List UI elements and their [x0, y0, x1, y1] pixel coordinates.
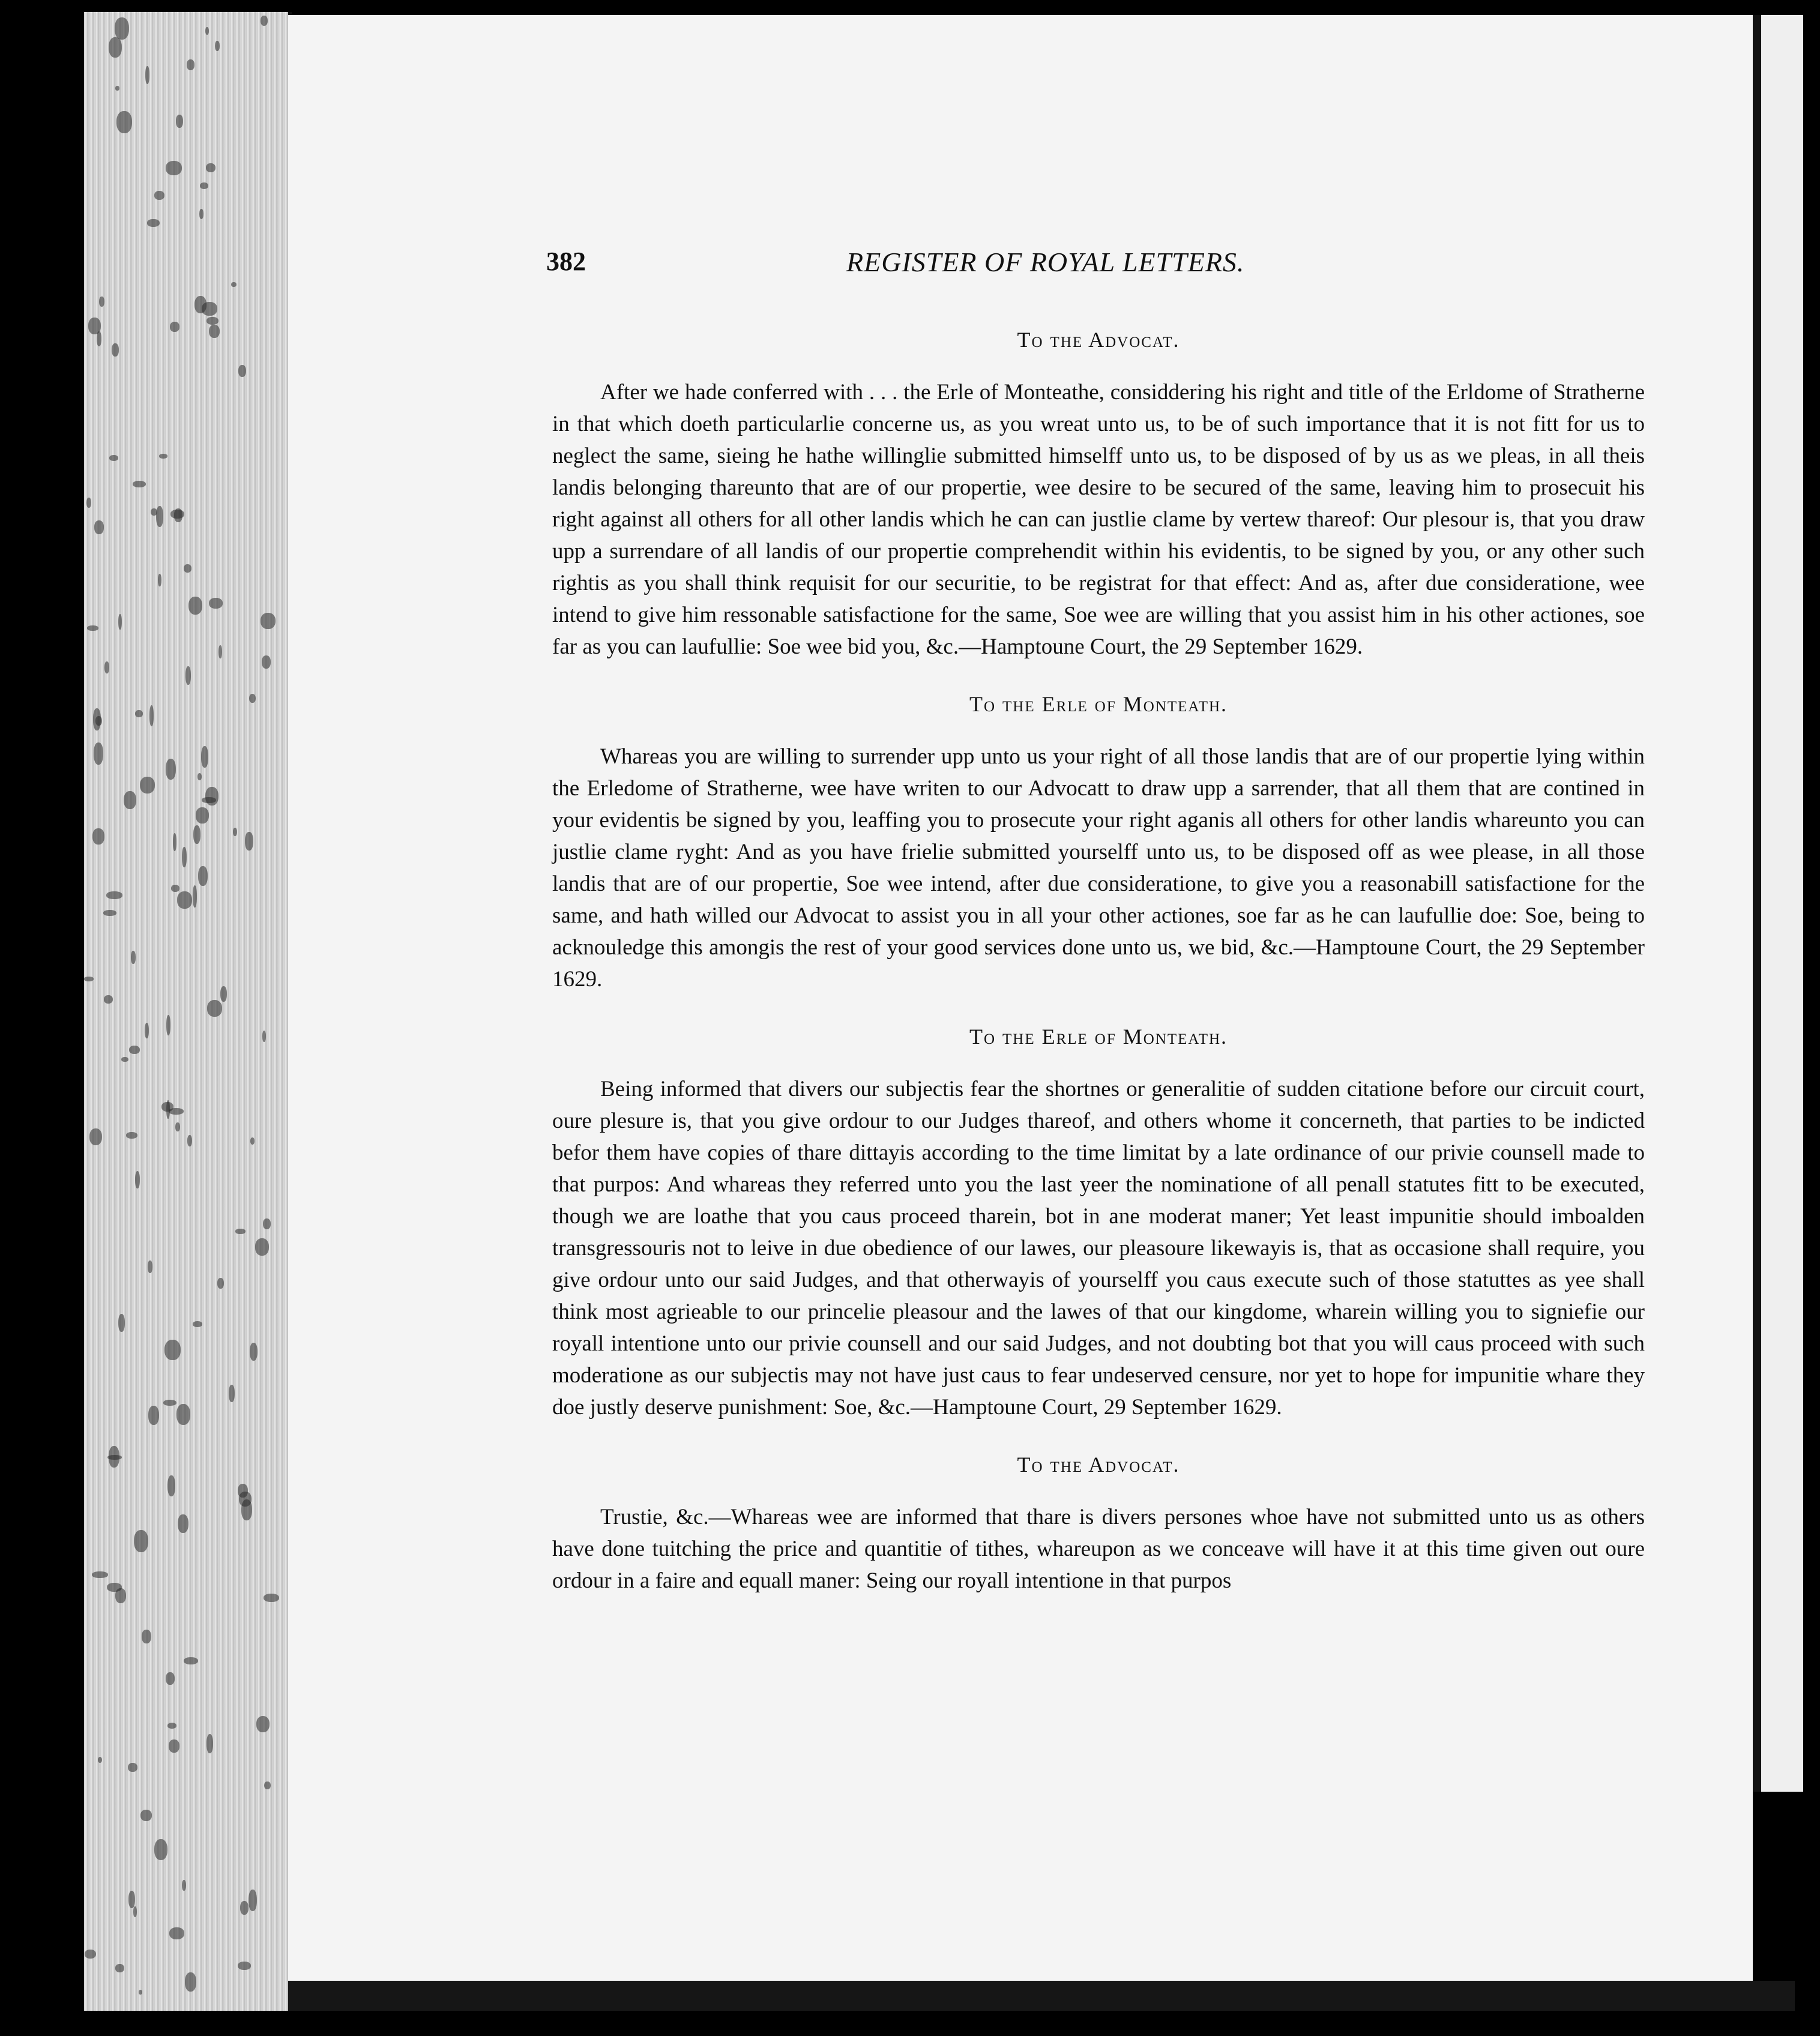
page-edge-speck [106, 891, 122, 899]
page-edge-speck [231, 282, 237, 287]
page-edge-speck [170, 510, 184, 519]
page-edge-speck [166, 1015, 170, 1035]
page-edge-speck [148, 1406, 159, 1425]
page-edge-speck [206, 1734, 213, 1753]
page-edge-speck [263, 1218, 271, 1229]
page-edge-speck [184, 1657, 198, 1664]
letter-body: Trustie, &c.—Whareas wee are informed that thare is divers persones whoe have not submitted unto us as others have done tuitching the price and quantitie of tithes, whareupon as we conceave will have it at this time given out oure ordour in a faire and equall maner: Seing our royall intentione in that purpos [552, 1505, 1645, 1593]
page-edge-speck [133, 1906, 137, 1917]
page-edge-speck [124, 791, 136, 809]
page-edge-speck [109, 1446, 119, 1468]
letter-body: After we hade conferred with . . . the Erle of Monteathe, considdering his right and title of the Erldome of Stratherne in that which doeth particularlie concerne us, as you wreat unto us, to be of such importance that it is not fitt for us to neglect the same, sieing he hathe willinglie submitted himselff unto us, to be disposed of by us as we pleas, in all theis landis belonging thareunto that are of our propertie, wee desire to be secured of the same, leaving him to prosecuit his right against all others for all other landis which he can can justlie clame by vertew thareof: Our plesour is, that you draw upp a surrendare of all landis of our propertie comprehendit within his evidentis, to be signed by you, or any other such rightis as you shall think requisit for our securitie, to be registrat for that effect: And as, after due consideratione, wee intend to give him ressonable satisfactione for the same, Soe wee are willing that you assist him in his other actiones, soe far as you can laufullie: Soe wee bid you, &c.—Hamptoune Court, the 29 September 1629. [552, 380, 1645, 659]
page-edge-speck [133, 481, 146, 487]
page-edge-speck [156, 506, 163, 527]
running-title: REGISTER OF ROYAL LETTERS. [846, 247, 1245, 277]
page-edge-speck [209, 325, 220, 338]
running-head [288, 246, 1753, 288]
letter-body: Being informed that divers our subjectis fear the shortnes or generalitie of sudden citatione before our circuit court, oure plesure is, that you give ordour to our Judges thareof, and others whome it concerneth, that parties to be indicted befor them have copies of thare dittayis according to the time limitat by a late ordinance of our privie counsell made to that purpos: And whareas they referred unto you the last yeer the nominatione of all penall statutes fitt to be executed, though we are loathe that you caus proceed tharein, bot in ane moderat maner; Yet least impunitie should imboalden transgressouris not to leive in due obedience of our lawes, our pleasoure likewayis is, that as occasione shall require, you give ordour unto our said Judges, and that otherwayis of yourselff you caus execute such of those statuttes as yee shall think most agrieable to our princelie pleasour and the lawes of that our kingdome, wharein willing you to signiefie our royall intentione unto our privie counsell and our said Judges, and not doubting bot that you will caus proceed with such moderatione as our subjectis may not have just caus to fear undeserved censure, nor yet to hope for impunitie whare they doe justly deserve punishment: Soe, &c.—Hamptoune Court, 29 September 1629. [552, 1077, 1645, 1420]
page-edge-speck [201, 746, 208, 768]
letter-section [552, 1024, 1645, 1423]
page-edge-speck [205, 27, 209, 35]
page-edge-speck [135, 710, 143, 717]
page-edge-speck [245, 832, 253, 851]
page-edge-speck [206, 163, 215, 172]
page-edge-speck [188, 597, 202, 615]
page-edge-speck [250, 1137, 255, 1145]
page-edge-speck [198, 866, 208, 886]
page-edge-speck [115, 1588, 126, 1603]
page-edge-speck [166, 759, 176, 780]
page-edge-speck [151, 508, 157, 516]
page-edge-speck [126, 1132, 137, 1139]
page-edge-speck [129, 1046, 140, 1054]
page-edge-speck [163, 1400, 176, 1406]
page-edge-speck [104, 661, 109, 673]
page-edge-speck [154, 1839, 167, 1860]
page-edge-speck [169, 1739, 179, 1753]
page-edge-speck [193, 885, 197, 908]
page-edge-speck [175, 1122, 180, 1131]
text-block [552, 327, 1645, 1625]
letter-section [552, 1452, 1645, 1597]
page-edge-speck [149, 705, 154, 726]
page-edge-speck [173, 833, 176, 851]
page-edge-speck [193, 825, 200, 844]
page-edge-speck [164, 1340, 181, 1360]
letter-section [552, 327, 1645, 663]
page-edge-speck [166, 161, 182, 175]
page-edge-speck [217, 1278, 224, 1289]
page-edge-speck [229, 1385, 235, 1402]
page-edge-speck [262, 655, 271, 669]
letter-heading: To the Erle of Monteath. [969, 1025, 1228, 1049]
page-edge-speck [240, 1901, 249, 1915]
page-edge-speck [112, 343, 119, 357]
page-edge-speck [197, 773, 202, 780]
page-edge-speck [182, 847, 187, 867]
page-edge-speck [176, 115, 183, 128]
page-edge-speck [200, 182, 208, 189]
page-edge-speck [145, 66, 149, 84]
page-edge-speck [159, 454, 167, 459]
page-edge-speck [184, 564, 191, 573]
page-edge-speck [135, 1171, 140, 1188]
letter-heading: To the Advocat. [1017, 328, 1180, 352]
page-edge-speck [167, 1475, 175, 1496]
page-edge-speck [256, 1716, 270, 1732]
page-edge-speck [158, 574, 161, 586]
page-edge-speck [118, 1314, 125, 1332]
page-edge-speck [209, 598, 223, 609]
page-edge-speck [99, 297, 104, 307]
page-edge-speck [202, 302, 217, 316]
page-edge-speck [169, 1108, 184, 1115]
page-edge-speck [85, 1950, 96, 1959]
page-edge-speck [170, 322, 179, 332]
page-edge-speck [193, 1321, 202, 1327]
page-edge-speck [166, 1100, 170, 1119]
page-edge-speck [166, 1672, 175, 1685]
page-edge-speck [218, 645, 222, 658]
page-edge-speck [128, 1891, 135, 1908]
page-edge-speck [94, 520, 104, 534]
page-edge-speck [220, 986, 227, 1002]
page-edge-speck [154, 191, 164, 200]
page-edge-speck [104, 995, 113, 1004]
page-edge-speck [261, 16, 268, 26]
page-edge-speck [261, 613, 276, 629]
page-edge-speck [177, 891, 192, 909]
page-edge-speck [140, 1810, 152, 1821]
page-edge-speck [116, 111, 132, 133]
page-edge-speck [187, 1135, 192, 1146]
letter-heading: To the Advocat. [1017, 1453, 1180, 1477]
page-edge-speck [142, 1630, 151, 1643]
page-edge-speck [202, 797, 216, 803]
page-edge-speck [94, 742, 103, 765]
page-edge-speck [215, 41, 220, 51]
page-edge-speck [187, 59, 194, 70]
page-edge-speck [97, 331, 101, 346]
page-edge-speck [118, 614, 122, 630]
scan-border [288, 1981, 1795, 2011]
page-edge-speck [140, 777, 155, 794]
page-edge-speck [131, 951, 136, 964]
page-edge-speck [109, 455, 118, 461]
page-edge-speck [148, 1260, 152, 1273]
page-edge-speck [207, 1000, 222, 1017]
page-edge-speck [128, 1763, 137, 1772]
page-edge-speck [109, 37, 122, 58]
page-edge-speck [171, 885, 179, 892]
page-edge-speck [121, 1057, 128, 1062]
book-page-edge [84, 12, 292, 2011]
letter-heading: To the Erle of Monteath. [969, 692, 1228, 716]
page-edge-speck [89, 1128, 102, 1145]
page-edge-speck [262, 1031, 266, 1042]
page-edge-speck [178, 1514, 188, 1533]
page-edge-speck [98, 1757, 102, 1763]
page-edge-speck [167, 1723, 176, 1729]
page-edge-speck [264, 1782, 271, 1789]
page-edge-speck [145, 1023, 149, 1038]
page-number: 382 [546, 247, 586, 276]
page-edge-speck [264, 1594, 279, 1602]
page-edge-speck [115, 1964, 124, 1972]
page-edge-speck [196, 807, 209, 824]
page-edge-speck [238, 365, 246, 377]
page-edge-speck [147, 219, 160, 227]
page-edge-speck [206, 317, 218, 325]
page-edge-speck [103, 910, 116, 916]
page-edge-speck [169, 1927, 184, 1939]
page-edge-speck [139, 1990, 142, 1995]
page-edge-speck [87, 625, 98, 631]
page-edge-speck [199, 209, 203, 219]
page-edge-speck [239, 1492, 252, 1507]
page-edge-speck [92, 828, 104, 845]
page-edge-speck [115, 86, 119, 91]
page-edge-speck [249, 1890, 257, 1911]
page-edge-speck [255, 1238, 269, 1256]
page-edge-speck [93, 708, 101, 730]
page-edge-speck [185, 666, 191, 685]
page-edge-speck [176, 1404, 190, 1425]
page-edge-speck [233, 828, 237, 836]
page-edge-speck [86, 498, 91, 508]
page-edge-speck [84, 977, 94, 981]
page-edge-speck [92, 1571, 108, 1578]
page-edge-speck [134, 1530, 148, 1552]
page-edge-speck [182, 1880, 186, 1891]
page-edge-speck [235, 1229, 246, 1234]
book-page [288, 15, 1753, 1990]
page-edge-speck [249, 694, 256, 703]
page-edge-speck [115, 17, 129, 40]
facing-page-edge [1753, 15, 1803, 1792]
page-edge-speck [238, 1962, 251, 1970]
page-edge-speck [250, 1343, 258, 1361]
page-edge-speck [185, 1972, 196, 1992]
letter-section [552, 691, 1645, 995]
letter-body: Whareas you are willing to surrender upp unto us your right of all those landis that are of our propertie lying within the Erledome of Stratherne, wee have writen to our Advocatt to draw upp a sarrender, that all them that are contined in your evidentis be signed by you, leaffing you to prosecute your right aganis all others for other landis whareunto you can justlie clame ryght: And as you have frielie submitted yourselff unto us, to be disposed off as wee please, in all those landis that are of our propertie, Soe wee intend, after due consideratione, to give you a reasonabill satisfactione for the same, and hath willed our Advocat to assist you in all your other actiones, soe far as he can laufullie doe: Soe, being to acknouledge this amongis the rest of your good services done unto us, we bid, &c.—Hamptoune Court, the 29 September 1629. [552, 744, 1645, 992]
